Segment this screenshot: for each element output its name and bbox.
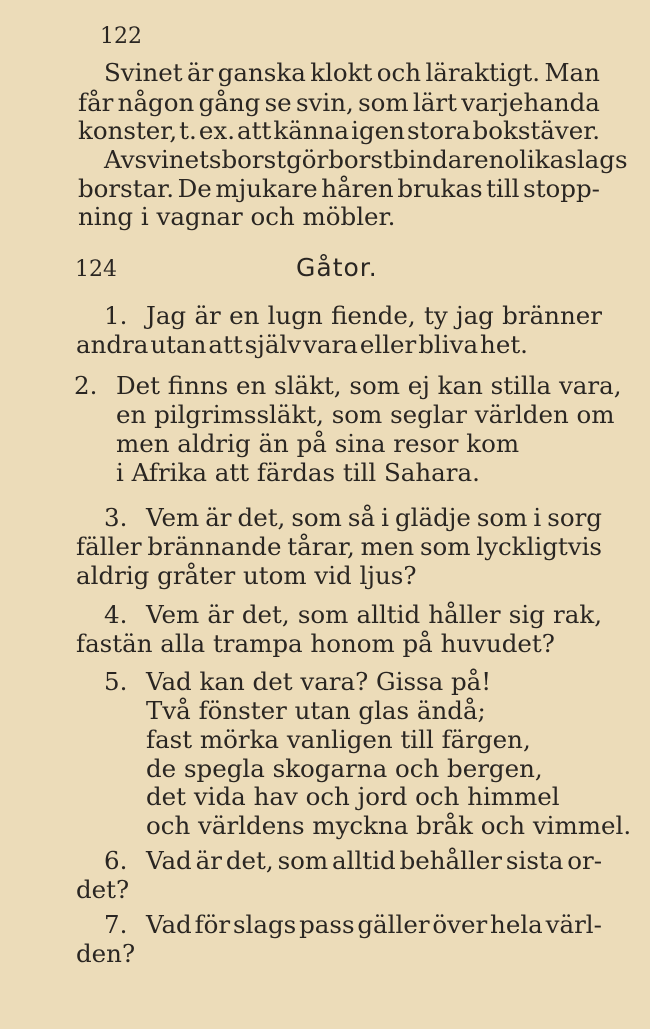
word: håller (428, 600, 501, 629)
text-line: ning i vagnar och möbler. (78, 202, 396, 231)
word: borstbindaren (328, 145, 505, 174)
word: till (486, 174, 520, 203)
page-number: 122 (100, 24, 142, 49)
word: alltid (332, 846, 396, 875)
word: ganska (217, 58, 306, 87)
word: för (194, 910, 231, 939)
word: som (419, 532, 471, 561)
word: t. (179, 116, 197, 145)
word: igen (351, 116, 405, 145)
word: svin, (295, 88, 354, 117)
section-title: Gåtor. (296, 253, 378, 282)
word: är (187, 58, 214, 87)
word: slags (564, 145, 628, 174)
word: det, (237, 503, 286, 532)
word: håren (321, 174, 394, 203)
word: som (476, 503, 528, 532)
text-line: aldrig gråter utom vid ljus? (76, 561, 417, 590)
word: eller (359, 330, 417, 359)
word: Svinet (104, 58, 183, 87)
word: lugn (267, 301, 323, 330)
word: får (78, 88, 114, 117)
word: se (264, 88, 292, 117)
text-line: fastän alla trampa honom på huvudet? (76, 629, 555, 658)
word: borst (221, 145, 287, 174)
word: ty (423, 301, 448, 330)
word: lyckligtvis (476, 532, 602, 561)
word: De (177, 174, 212, 203)
text-line (146, 910, 602, 940)
word: sista (505, 846, 564, 875)
riddle-number: 7. (104, 910, 128, 939)
word: olika (504, 145, 565, 174)
word: jag (455, 301, 494, 330)
word: över (432, 910, 488, 939)
word: bliva (418, 330, 479, 359)
word: fiende, (331, 301, 416, 330)
word: som (297, 600, 349, 629)
text-line (78, 88, 600, 118)
text-line (146, 600, 602, 630)
word: brukas (397, 174, 483, 203)
text-line (146, 301, 602, 331)
word: som (291, 503, 342, 532)
word: i (381, 503, 389, 532)
word: fäller (76, 532, 142, 561)
word: det, (241, 600, 290, 629)
word: att (208, 330, 243, 359)
word: att (237, 116, 272, 145)
word: så (347, 503, 376, 532)
verse-line: men aldrig än på sina resor kom (116, 429, 520, 458)
word: det, (225, 846, 274, 875)
verse-line: det vida hav och jord och himmel (146, 782, 560, 811)
word: varjehanda (461, 88, 600, 117)
word: känna (273, 116, 350, 145)
word: het. (480, 330, 528, 359)
verse-line: och världens myckna bråk och vimmel. (146, 811, 632, 840)
section-number: 124 (75, 257, 117, 282)
word: mjukare (215, 174, 318, 203)
verse-line: Det finns en släkt, som ej kan stilla vara, (116, 371, 622, 400)
riddle-number: 1. (104, 301, 128, 330)
text-line (78, 116, 600, 146)
verse-line: Två fönster utan glas ändå; (146, 696, 486, 725)
word: slags (232, 910, 297, 939)
word: en (229, 301, 260, 330)
word: Vad (146, 846, 192, 875)
word: bränner (502, 301, 602, 330)
word: lärt (412, 88, 457, 117)
word: Vem (146, 600, 200, 629)
word: är (205, 503, 232, 532)
riddle-number: 4. (104, 600, 128, 629)
word: utan (150, 330, 207, 359)
verse-line: de spegla skogarna och bergen, (146, 754, 543, 783)
word: som (358, 88, 409, 117)
text-line: den? (76, 939, 136, 968)
word: glädje (394, 503, 471, 532)
word: sig (508, 600, 545, 629)
word: gör (286, 145, 329, 174)
word: svinets (134, 145, 222, 174)
text-line (76, 330, 528, 360)
word: ex. (198, 116, 235, 145)
text-line (104, 145, 628, 175)
word: i (533, 503, 542, 532)
verse-line: Vad kan det vara? Gissa på! (146, 667, 492, 696)
text-line (76, 532, 602, 562)
word: sorg (547, 503, 602, 532)
verse-line: fast mörka vanligen till färgen, (146, 725, 531, 754)
word: Man (544, 58, 600, 87)
word: men (360, 532, 415, 561)
word: Jag (146, 301, 187, 330)
text-line (78, 174, 600, 204)
verse-line: en pilgrimssläkt, som seglar världen om (116, 400, 615, 429)
riddle-number: 5. (104, 667, 128, 696)
word: bokstäver. (472, 116, 600, 145)
word: läraktigt. (425, 58, 541, 87)
word: någon (117, 88, 195, 117)
word: borstar. (78, 174, 174, 203)
word: andra (76, 330, 149, 359)
word: Vem (146, 503, 200, 532)
word: stora (406, 116, 471, 145)
word: vara (303, 330, 358, 359)
word: gång (198, 88, 261, 117)
word: behåller (399, 846, 503, 875)
word: är (195, 846, 222, 875)
text-line (104, 58, 600, 88)
word: Vad (146, 910, 192, 939)
word: Av (104, 145, 135, 174)
word: värl- (545, 910, 602, 939)
riddle-number: 3. (104, 503, 128, 532)
verse-line: i Afrika att färdas till Sahara. (116, 458, 480, 487)
word: är (194, 301, 221, 330)
riddle-number: 6. (104, 846, 128, 875)
word: or- (567, 846, 602, 875)
word: rak, (553, 600, 602, 629)
word: stopp- (523, 174, 600, 203)
text-line (146, 846, 602, 876)
word: konster, (78, 116, 178, 145)
word: gäller (357, 910, 430, 939)
word: och (376, 58, 422, 87)
word: är (207, 600, 234, 629)
word: brännande (147, 532, 282, 561)
word: hela (490, 910, 543, 939)
word: tårar, (287, 532, 355, 561)
text-line: det? (76, 875, 130, 904)
word: klokt (310, 58, 373, 87)
word: själv (244, 330, 302, 359)
text-line (146, 503, 602, 533)
word: pass (299, 910, 355, 939)
word: alltid (356, 600, 421, 629)
riddle-number: 2. (74, 371, 98, 400)
word: som (277, 846, 329, 875)
